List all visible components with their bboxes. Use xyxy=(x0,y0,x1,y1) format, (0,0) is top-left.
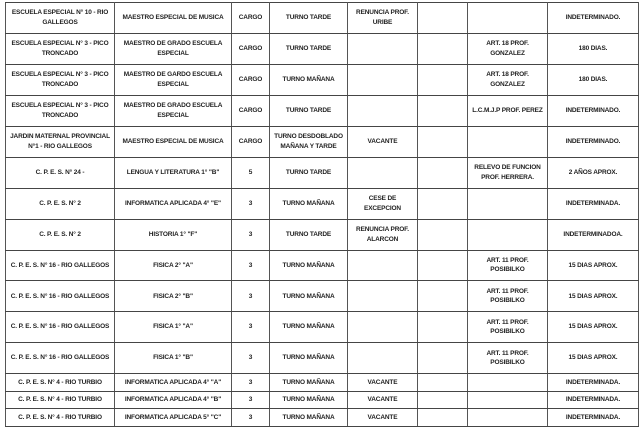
cell-turno: TURNO DESDOBLADO MAÑANA Y TARDE xyxy=(270,126,348,157)
cell-cobertura: ART. 11 PROF. POSIBILKO xyxy=(468,250,548,281)
cell-duracion: 15 DIAS APROX. xyxy=(548,250,639,281)
cell-sin-dato xyxy=(418,250,468,281)
cell-sin-dato xyxy=(418,409,468,427)
cell-sin-dato xyxy=(418,64,468,95)
cell-cobertura: ART. 18 PROF. GONZALEZ xyxy=(468,33,548,64)
cell-turno: TURNO MAÑANA xyxy=(270,409,348,427)
cell-turno: TURNO MAÑANA xyxy=(270,374,348,392)
cell-sin-dato xyxy=(418,312,468,343)
cell-horas: 5 xyxy=(232,157,270,188)
table-row xyxy=(6,3,639,34)
table-row xyxy=(6,281,639,312)
table-row xyxy=(6,188,639,219)
cell-asignatura-cargo: FISICA 1° "A" xyxy=(115,312,232,343)
table-row xyxy=(6,126,639,157)
cell-motivo: VACANTE xyxy=(348,409,418,427)
cell-motivo xyxy=(348,312,418,343)
cell-cobertura xyxy=(468,188,548,219)
vacancies-table xyxy=(5,2,639,427)
cell-sin-dato xyxy=(418,343,468,374)
cell-motivo: RENUNCIA PROF. URIBE xyxy=(348,3,418,34)
table-row xyxy=(6,95,639,126)
cell-duracion: 2 AÑOS APROX. xyxy=(548,157,639,188)
cell-turno: TURNO MAÑANA xyxy=(270,391,348,409)
cell-asignatura-cargo: INFORMATICA APLICADA 4° "B" xyxy=(115,391,232,409)
table-row xyxy=(6,374,639,392)
cell-establecimiento: C. P. E. S. N° 4 - RIO TURBIO xyxy=(6,374,115,392)
cell-asignatura-cargo: INFORMATICA APLICADA 4° "A" xyxy=(115,374,232,392)
cell-cobertura: ART. 18 PROF. GONZALEZ xyxy=(468,64,548,95)
cell-motivo xyxy=(348,157,418,188)
cell-cobertura xyxy=(468,3,548,34)
cell-duracion: INDETERMINADA. xyxy=(548,374,639,392)
cell-establecimiento: JARDIN MATERNAL PROVINCIAL N°1 - RIO GALLEGOS xyxy=(6,126,115,157)
cell-asignatura-cargo: HISTORIA 1° "F" xyxy=(115,219,232,250)
cell-establecimiento: ESCUELA ESPECIAL N° 3 - PICO TRONCADO xyxy=(6,64,115,95)
cell-sin-dato xyxy=(418,219,468,250)
cell-asignatura-cargo: MAESTRO ESPECIAL DE MUSICA xyxy=(115,126,232,157)
cell-duracion: 15 DIAS APROX. xyxy=(548,312,639,343)
cell-turno: TURNO TARDE xyxy=(270,3,348,34)
cell-horas: 3 xyxy=(232,188,270,219)
cell-turno: TURNO MAÑANA xyxy=(270,64,348,95)
cell-turno: TURNO MAÑANA xyxy=(270,250,348,281)
cell-motivo xyxy=(348,281,418,312)
cell-asignatura-cargo: MAESTRO DE GRADO ESCUELA ESPECIAL xyxy=(115,95,232,126)
cell-horas: 3 xyxy=(232,409,270,427)
cell-asignatura-cargo: FISICA 2° "A" xyxy=(115,250,232,281)
cell-establecimiento: C. P. E. S. N° 24 - xyxy=(6,157,115,188)
cell-horas: 3 xyxy=(232,219,270,250)
table-row xyxy=(6,409,639,427)
cell-sin-dato xyxy=(418,33,468,64)
cell-horas: CARGO xyxy=(232,3,270,34)
cell-establecimiento: C. P. E. S. N° 16 - RIO GALLEGOS xyxy=(6,343,115,374)
cell-establecimiento: ESCUELA ESPECIAL N° 3 - PICO TRONCADO xyxy=(6,33,115,64)
cell-sin-dato xyxy=(418,188,468,219)
cell-horas: 3 xyxy=(232,374,270,392)
cell-establecimiento: C. P. E. S. N° 2 xyxy=(6,188,115,219)
cell-turno: TURNO MAÑANA xyxy=(270,188,348,219)
cell-horas: 3 xyxy=(232,391,270,409)
cell-horas: CARGO xyxy=(232,64,270,95)
cell-cobertura: ART. 11 PROF. POSIBILKO xyxy=(468,281,548,312)
cell-turno: TURNO TARDE xyxy=(270,157,348,188)
cell-horas: CARGO xyxy=(232,33,270,64)
cell-motivo xyxy=(348,95,418,126)
cell-sin-dato xyxy=(418,95,468,126)
cell-establecimiento: C. P. E. S. N° 16 - RIO GALLEGOS xyxy=(6,281,115,312)
cell-horas: 3 xyxy=(232,250,270,281)
cell-horas: CARGO xyxy=(232,95,270,126)
cell-duracion: INDETERMINADA. xyxy=(548,188,639,219)
cell-duracion: INDETERMINADO. xyxy=(548,126,639,157)
cell-cobertura: L.C.M.J.P PROF. PEREZ xyxy=(468,95,548,126)
table-row xyxy=(6,312,639,343)
cell-asignatura-cargo: MAESTRO DE GARDO ESCUELA ESPECIAL xyxy=(115,64,232,95)
cell-sin-dato xyxy=(418,281,468,312)
cell-asignatura-cargo: INFORMATICA APLICADA 4° "E" xyxy=(115,188,232,219)
cell-turno: TURNO MAÑANA xyxy=(270,281,348,312)
cell-duracion: INDETERMINADA. xyxy=(548,391,639,409)
cell-duracion: 15 DIAS APROX. xyxy=(548,281,639,312)
cell-duracion: INDETERMINADO. xyxy=(548,3,639,34)
cell-establecimiento: C. P. E. S. N° 16 - RIO GALLEGOS xyxy=(6,250,115,281)
table-row xyxy=(6,64,639,95)
cell-cobertura xyxy=(468,219,548,250)
cell-motivo xyxy=(348,33,418,64)
cell-motivo: VACANTE xyxy=(348,126,418,157)
cell-establecimiento: C. P. E. S. N° 4 - RIO TURBIO xyxy=(6,391,115,409)
cell-cobertura: ART. 11 PROF. POSIBILKO xyxy=(468,312,548,343)
cell-horas: 3 xyxy=(232,281,270,312)
cell-sin-dato xyxy=(418,3,468,34)
cell-cobertura: RELEVO DE FUNCION PROF. HERRERA. xyxy=(468,157,548,188)
cell-motivo xyxy=(348,343,418,374)
table-row xyxy=(6,250,639,281)
cell-duracion: INDETERMINADOA. xyxy=(548,219,639,250)
cell-duracion: INDETERMINADO. xyxy=(548,95,639,126)
cell-turno: TURNO MAÑANA xyxy=(270,312,348,343)
cell-cobertura xyxy=(468,374,548,392)
cell-establecimiento: C. P. E. S. N° 4 - RIO TURBIO xyxy=(6,409,115,427)
cell-motivo: RENUNCIA PROF. ALARCON xyxy=(348,219,418,250)
table-row xyxy=(6,391,639,409)
cell-duracion: INDETERMINADA. xyxy=(548,409,639,427)
cell-asignatura-cargo: FISICA 1° "B" xyxy=(115,343,232,374)
cell-cobertura xyxy=(468,126,548,157)
cell-asignatura-cargo: INFORMATICA APLICADA 5° "C" xyxy=(115,409,232,427)
cell-sin-dato xyxy=(418,126,468,157)
cell-motivo: CESE DE EXCEPCION xyxy=(348,188,418,219)
cell-cobertura xyxy=(468,409,548,427)
cell-duracion: 15 DIAS APROX. xyxy=(548,343,639,374)
table-row xyxy=(6,33,639,64)
cell-motivo: VACANTE xyxy=(348,374,418,392)
cell-duracion: 180 DIAS. xyxy=(548,33,639,64)
cell-establecimiento: ESCUELA ESPECIAL N° 3 - PICO TRONCADO xyxy=(6,95,115,126)
cell-horas: CARGO xyxy=(232,126,270,157)
cell-turno: TURNO MAÑANA xyxy=(270,343,348,374)
table-row xyxy=(6,343,639,374)
cell-sin-dato xyxy=(418,391,468,409)
table-body xyxy=(6,3,639,427)
cell-motivo xyxy=(348,250,418,281)
cell-cobertura xyxy=(468,391,548,409)
cell-establecimiento: C. P. E. S. N° 2 xyxy=(6,219,115,250)
cell-duracion: 180 DIAS. xyxy=(548,64,639,95)
cell-horas: 3 xyxy=(232,343,270,374)
cell-asignatura-cargo: MAESTRO ESPECIAL DE MUSICA xyxy=(115,3,232,34)
cell-asignatura-cargo: MAESTRO DE GRADO ESCUELA ESPECIAL xyxy=(115,33,232,64)
cell-turno: TURNO TARDE xyxy=(270,95,348,126)
cell-establecimiento: ESCUELA ESPECIAL N° 10 - RIO GALLEGOS xyxy=(6,3,115,34)
cell-motivo: VACANTE xyxy=(348,391,418,409)
cell-horas: 3 xyxy=(232,312,270,343)
table-row xyxy=(6,157,639,188)
cell-asignatura-cargo: LENGUA Y LITERATURA 1° "B" xyxy=(115,157,232,188)
cell-establecimiento: C. P. E. S. N° 16 - RIO GALLEGOS xyxy=(6,312,115,343)
cell-turno: TURNO TARDE xyxy=(270,33,348,64)
table-row xyxy=(6,219,639,250)
cell-asignatura-cargo: FISICA 2° "B" xyxy=(115,281,232,312)
cell-motivo xyxy=(348,64,418,95)
cell-sin-dato xyxy=(418,157,468,188)
cell-sin-dato xyxy=(418,374,468,392)
cell-cobertura: ART. 11 PROF. POSIBILKO xyxy=(468,343,548,374)
cell-turno: TURNO TARDE xyxy=(270,219,348,250)
